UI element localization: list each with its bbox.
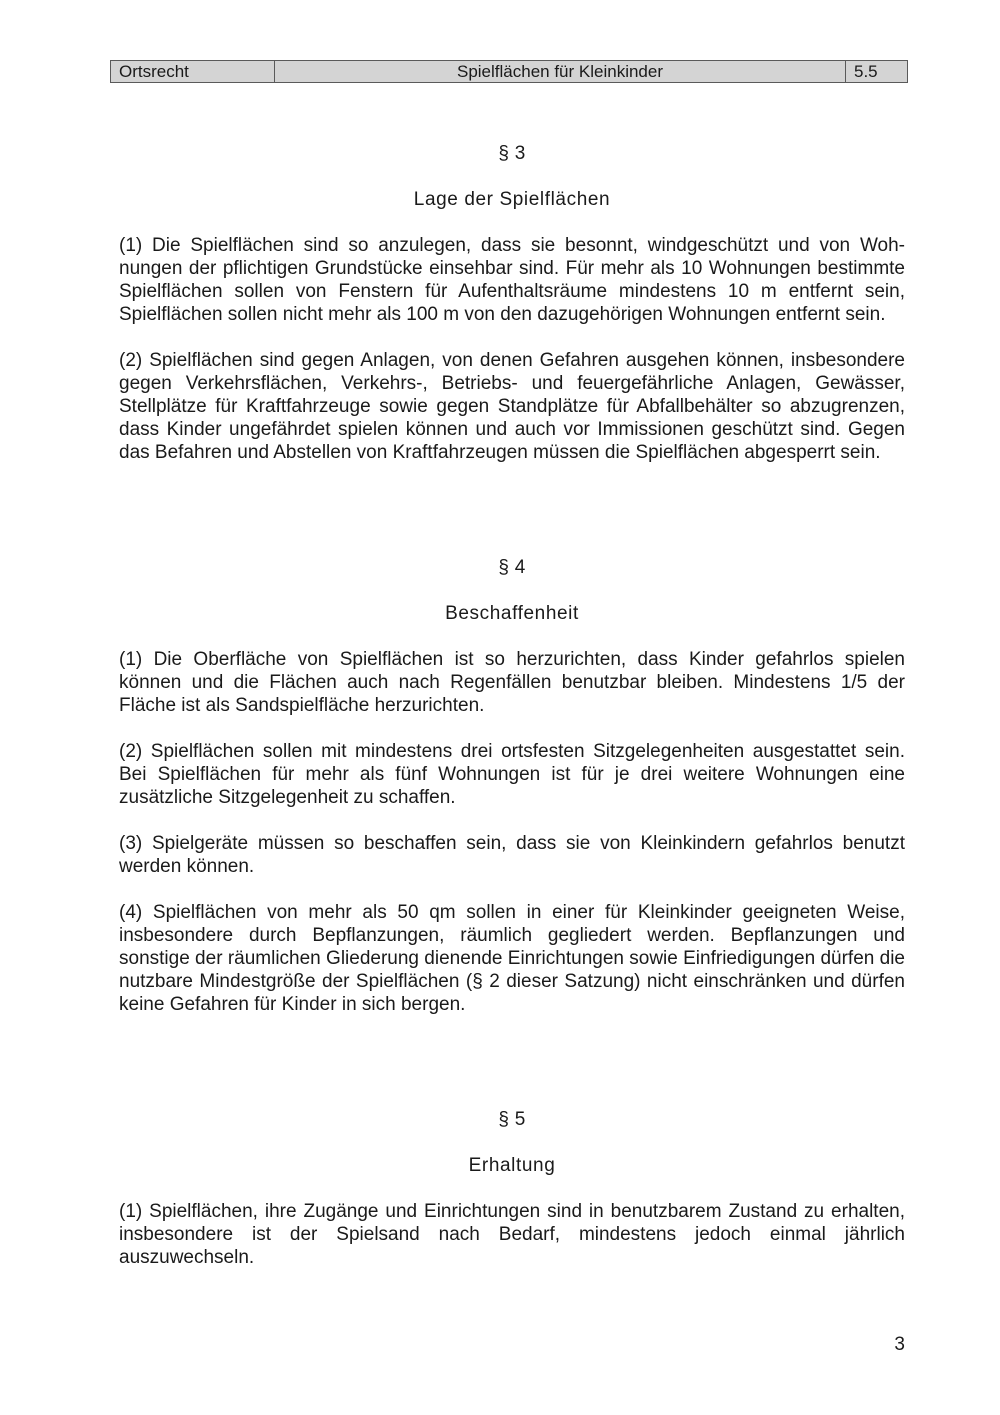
paragraph: (1) Die Spielflächen sind so anzulegen, dass sie besonnt, windgeschützt und von Wohnungen der pflichtigen Grundstücke einsehbar sind. Für mehr als 10 Wohnungen bestimmte Spielflächen sollen von Fenstern für Aufenthaltsräume mindestens 10 m entfernt sein, Spielflächen sollen nicht mehr als 100 m von den dazugehörigen Wohnungen entfernt sein. <box>119 235 905 325</box>
section-spacer <box>119 1039 905 1108</box>
paragraph: (2) Spielflächen sollen mit mindestens drei ortsfesten Sitzgelegenheiten ausgestattet sein. Bei Spielflächen für mehr als fünf Wohnungen ist für je drei weitere Wohnungen eine zusätzliche Sitzgelegenheit zu schaffen. <box>119 741 905 808</box>
page-header <box>110 60 908 83</box>
section-title: Erhaltung <box>468 1155 556 1176</box>
section-number: § 3 <box>498 143 526 164</box>
section-spacer <box>119 487 905 556</box>
paragraph: (1) Die Oberfläche von Spielflächen ist so herzurichten, dass Kinder gefahrlos spielen können und die Flächen auch nach Regenfällen benutzbar bleiben. Mindestens 1/5 der Fläche ist als Sandspielfläche herzurichten. <box>119 649 905 716</box>
section-number: § 4 <box>498 557 526 578</box>
paragraph: (1) Spielflächen, ihre Zugänge und Einrichtungen sind in benutzbarem Zustand zu erhalten, insbesondere ist der Spielsand nach Bedarf, mindestens jedoch einmal jährlich auszuwechseln. <box>119 1201 905 1268</box>
paragraph: (4) Spielflächen von mehr als 50 qm sollen in einer für Kleinkinder geeigneten Weise, insbesondere durch Bepflanzungen, räumlich gegliedert werden. Bepflanzungen und sonstige der räumlichen Gliederung dienende Einrichtungen sowie Einfriedigungen dürfen die nutzbare Mindestgröße der Spielflächen (§ 2 dieser Satzung) nicht einschränken und dürfen keine Gefahren für Kinder in sich bergen. <box>119 902 905 1015</box>
section-title: Lage der Spielflächen <box>413 189 611 210</box>
paragraph: (3) Spielgeräte müssen so beschaffen sein, dass sie von Kleinkindern gefahrlos benutzt werden können. <box>119 833 905 877</box>
section-5 <box>119 1108 905 1269</box>
paragraph: (2) Spielflächen sind gegen Anlagen, von denen Gefahren ausgehen können, insbesondere gegen Verkehrsflächen, Verkehrs-, Betriebs- und feuergefährliche Anlagen, Gewässer, Stellplätze für Kraftfahrzeuge sowie gegen Standplätze für Abfallbehälter so abzugrenzen, dass Kinder ungefährdet spielen können und auch vor Immissionen geschützt sind. Gegen das Befahren und Abstellen von Kraftfahrzeugen müssen die Spielflächen abgesperrt sein. <box>119 350 905 463</box>
header-chapter-number: 5.5 <box>846 61 908 83</box>
header-category: Ortsrecht <box>111 61 275 83</box>
section-number: § 5 <box>498 1109 526 1130</box>
section-3 <box>119 142 905 464</box>
section-4 <box>119 556 905 1016</box>
header-title: Spielflächen für Kleinkinder <box>275 61 846 83</box>
section-title: Beschaffenheit <box>445 603 579 624</box>
page-number: 3 <box>894 1334 905 1355</box>
document-body <box>119 142 905 1292</box>
page-header-row <box>111 61 908 83</box>
